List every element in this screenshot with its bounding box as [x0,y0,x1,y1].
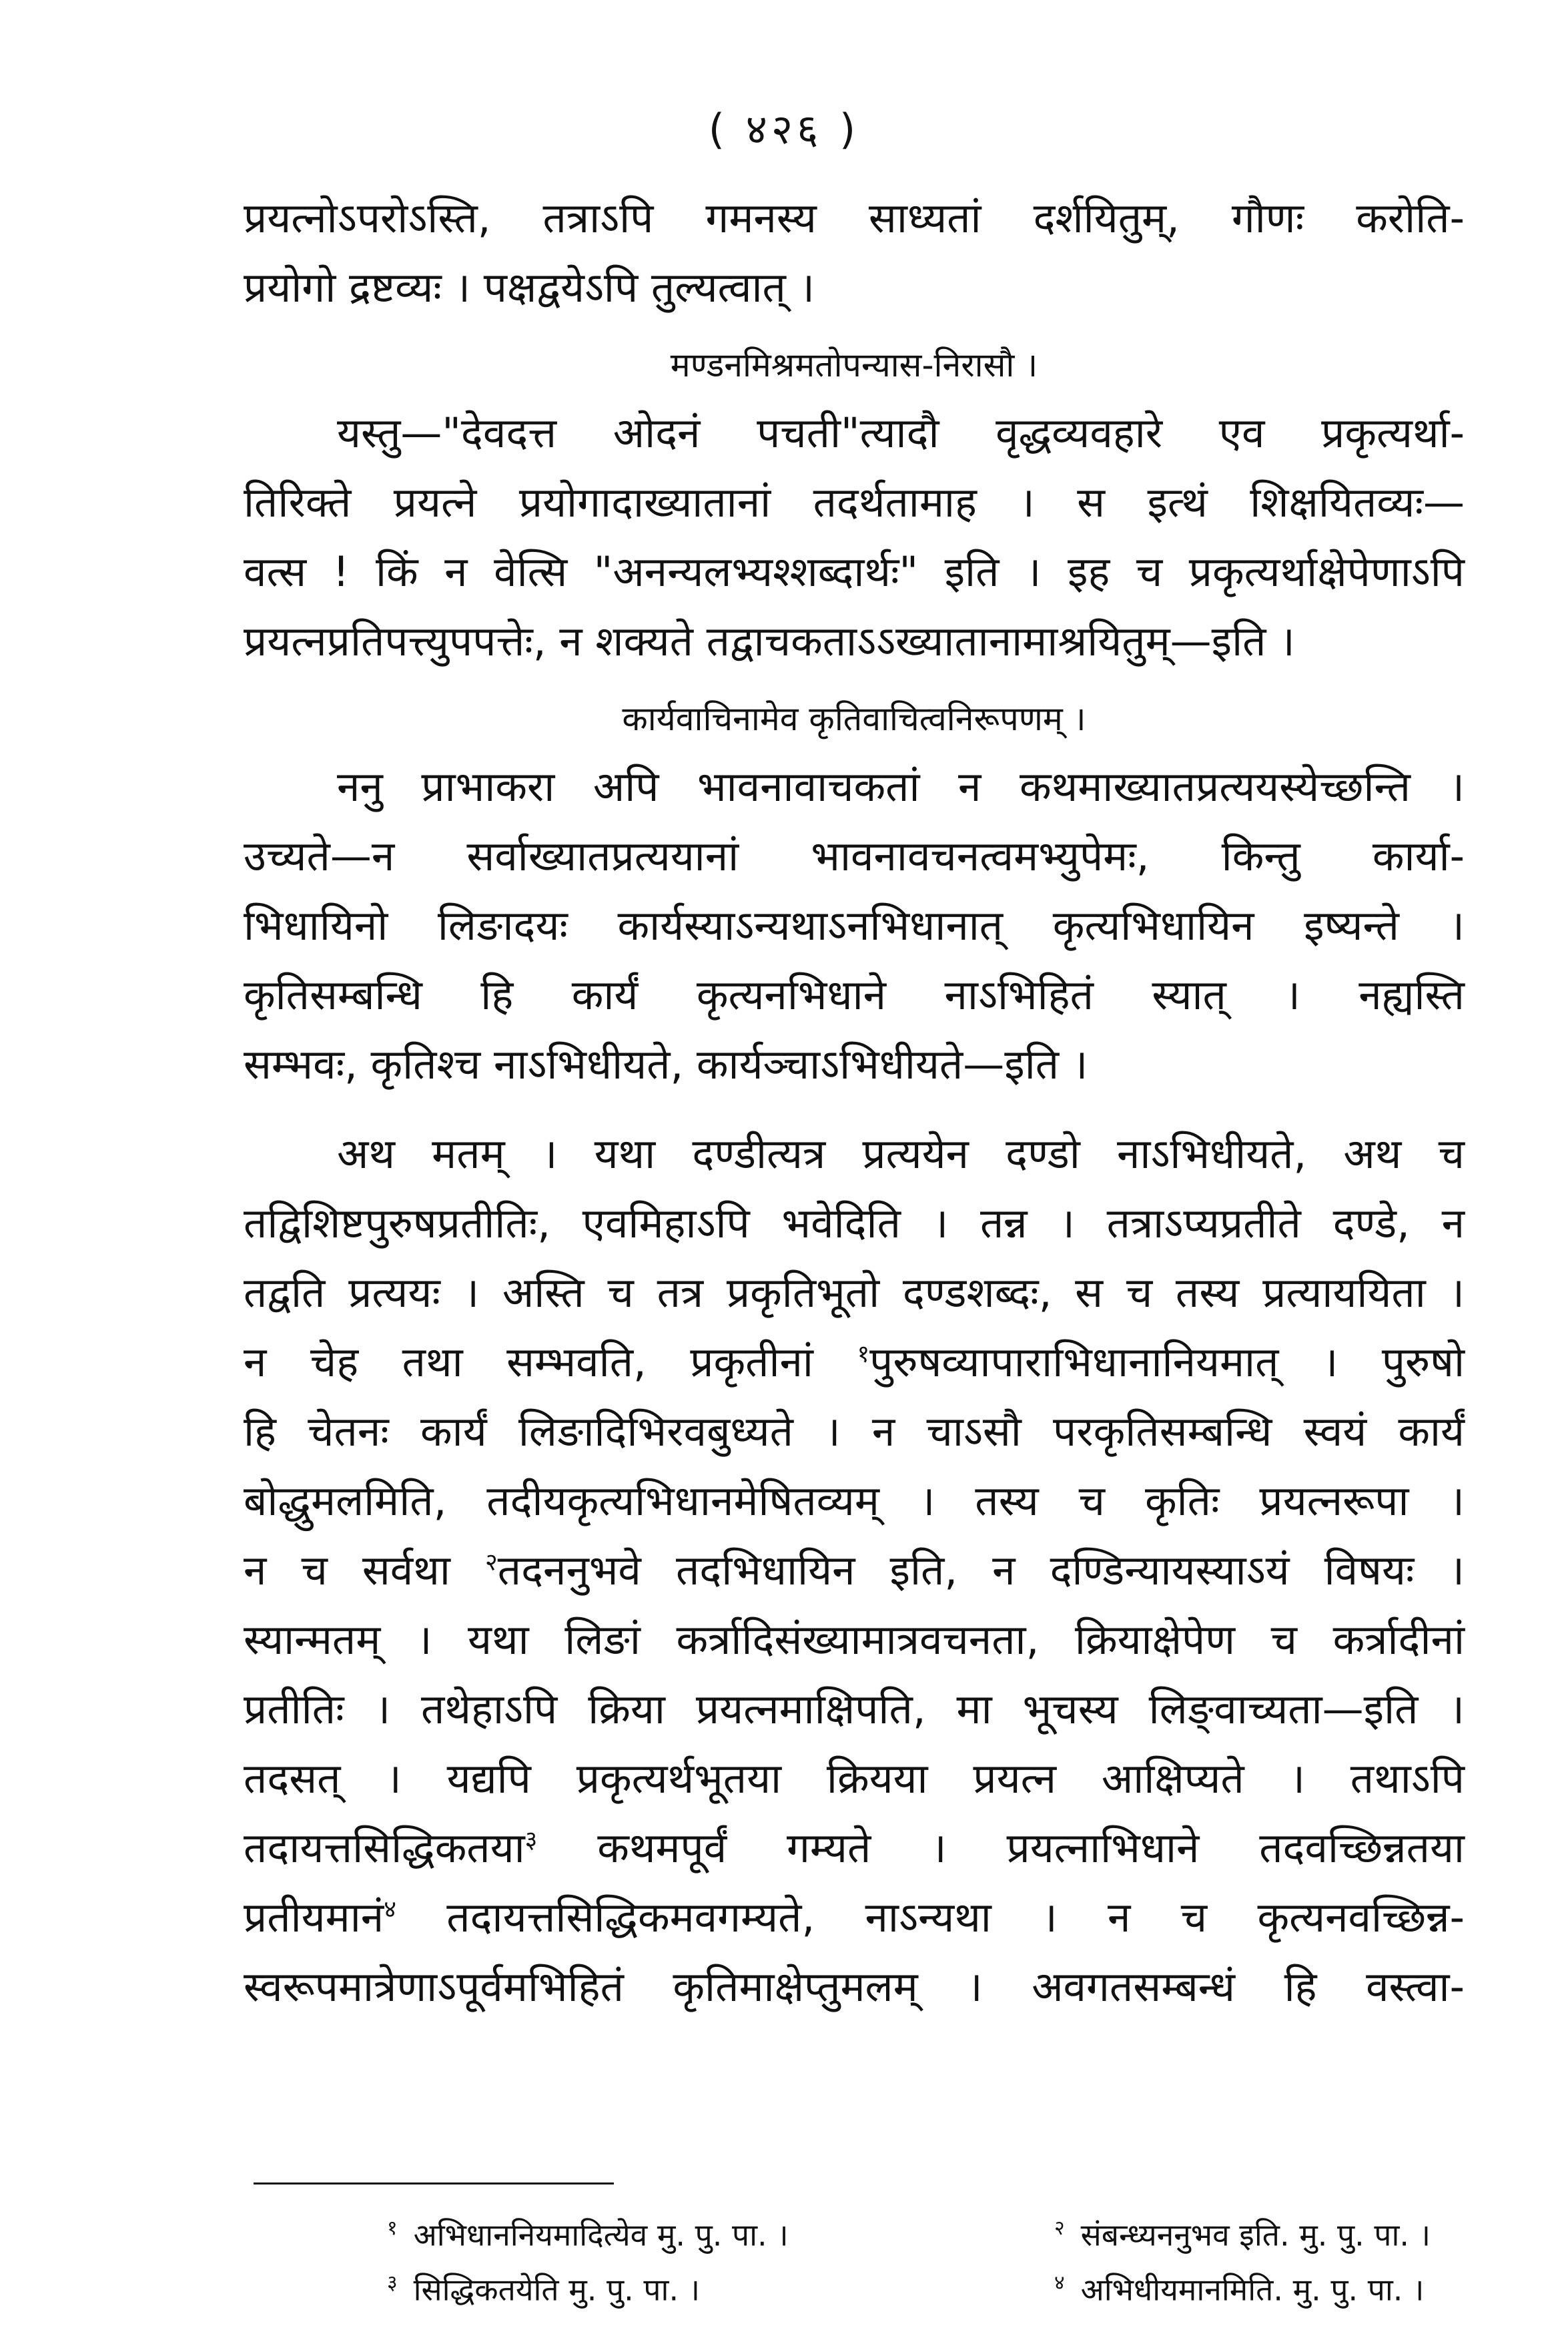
text-line [244,1813,1465,1883]
text-line [244,1536,1465,1605]
footnote-text: संबन्ध्यननुभव इति. मु. पु. पा. । [1080,2217,1431,2253]
footnote-marker: २ [485,1548,498,1576]
text-span: प्रतीयमानं [244,1893,384,1942]
text-line: तिरिक्ते प्रयत्ने प्रयोगादाख्यातानां तदर्थतामाह । स इत्थं शिक्षयितव्यः— [244,478,1465,527]
footnote-marker: १ [857,1340,870,1368]
footnote-text: अभिधाननियमादित्येव मु. पु. पा. । [413,2217,789,2253]
body-text [244,184,1465,2022]
footnote-number: २ [1054,2217,1065,2240]
footnote [254,2201,854,2256]
text-line: प्रयोगो द्रष्टव्यः । पक्षद्वयेऽपि तुल्यत्वात् । [244,263,815,312]
footnote [854,2256,1455,2311]
footnote-number: ३ [387,2271,398,2295]
text-line: बोद्धुमलमिति, तदीयकृत्यभिधानमेषितव्यम् । तस्य च कृतिः प्रयत्नरूपा । [244,1476,1465,1525]
text-line: तद्विशिष्टपुरुषप्रतीतिः, एवमिहाऽपि भवेदिति । तन्न । तत्राऽप्यप्रतीते दण्डे, न [244,1199,1465,1247]
text-span: न चेह तथा सम्भवति, प्रकृतीनां [244,1338,857,1386]
text-line [244,1328,1465,1397]
footnote-text: अभिधीयमानमिति. मु. पु. पा. । [1080,2271,1425,2308]
text-line: प्रयत्नोऽपरोऽस्ति, तत्राऽपि गमनस्य साध्यतां दर्शयितुम्, गौणः करोति- [244,194,1465,242]
footnotes [254,2201,1455,2311]
text-line: स्वरूपमात्रेणाऽपूर्वमभिहितं कृतिमाक्षेप्तुमलम् । अवगतसम्बन्धं हि वस्त्वा- [244,1962,1465,2011]
footnote [254,2256,854,2311]
text-line: प्रतीतिः । तथेहाऽपि क्रिया प्रयत्नमाक्षिपति, मा भूचस्य लिङ्वाच्यता—इति । [244,1685,1465,1733]
paragraph [244,398,1465,676]
page-number: ( ४२६ ) [708,105,860,154]
footnote-marker: ४ [384,1895,396,1924]
footnote-text: सिद्धिकतयेति मु. पु. पा. । [413,2271,701,2308]
text-span: न च सर्वथा [244,1546,486,1594]
text-line: उच्यते—न सर्वाख्यातप्रत्ययानां भावनावचनत्वमभ्युपेमः, किन्तु कार्या- [244,832,1465,880]
text-line: कृतिसम्बन्धि हि कार्यं कृत्यनभिधाने नाऽभिहितं स्यात् । नह्यस्ति [244,970,1465,1019]
text-span: कथमपूर्वं गम्यते । प्रयत्नाभिधाने तदवच्छिन्नतया [537,1823,1465,1872]
text-span: तदायत्तसिद्धिकतया [244,1823,525,1872]
text-line: यस्तु—"देवदत्त ओदनं पचती"त्यादौ वृद्धव्यवहारे एव प्रकृत्यर्था- [337,408,1465,457]
text-line: सम्भवः, कृतिश्च नाऽभिधीयते, कार्यञ्चाऽभिधीयते—इति । [244,1040,1088,1089]
text-line: हि चेतनः कार्यं लिङादिभिरवबुध्यते । न चाऽसौ परकृतिसम्बन्धि स्वयं कार्यं [244,1407,1465,1456]
text-line: तद्वति प्रत्ययः । अस्ति च तत्र प्रकृतिभूतो दण्डशब्दः, स च तस्य प्रत्याययिता । [244,1268,1465,1317]
text-line: ननु प्राभाकरा अपि भावनावाचकतां न कथमाख्यातप्रत्ययस्येच्छन्ति । [337,762,1465,811]
footnote [854,2201,1455,2256]
text-line: तदसत् । यद्यपि प्रकृत्यर्थभूतया क्रियया प्रयत्न आक्षिप्यते । तथाऽपि [244,1754,1465,1803]
text-line: प्रयत्नप्रतिपत्त्युपपत्तेः, न शक्यते तद्वाचकताऽऽख्यातानामाश्रयितुम्—इति । [244,617,1295,665]
footnote-row [254,2201,1455,2256]
text-line: वत्स ! किं न वेत्सि "अनन्यलभ्यश्शब्दार्थः" इति । इह च प्रकृत्यर्थाक्षेपेणाऽपि [244,547,1465,596]
paragraph [244,1119,1465,2022]
footnote-rule [254,2182,614,2184]
text-line: अथ मतम् । यथा दण्डीत्यत्र प्रत्ययेन दण्डो नाऽभिधीयते, अथ च [337,1129,1465,1178]
text-line [244,1883,1465,1952]
text-span: तदायत्तसिद्धिकमवगम्यते, नाऽन्यथा । न च कृत्यनवच्छिन्न- [396,1893,1465,1942]
footnote-number: ४ [1054,2271,1065,2295]
footnote-row [254,2256,1455,2311]
text-line: भिधायिनो लिङादयः कार्यस्याऽन्यथाऽनभिधानात् कृत्यभिधायिन इष्यन्ते । [244,901,1465,950]
text-span: तदननुभवे तदभिधायिन इति, न दण्डिन्यायस्याऽयं विषयः । [497,1546,1465,1594]
footnote-number: १ [387,2217,398,2240]
section-heading: कार्यवाचिनामेव कृतिवाचित्वनिरूपणम् । [622,699,1086,738]
text-span: पुरुषव्यापाराभिधानानियमात् । पुरुषो [869,1338,1465,1386]
section-heading: मण्डनमिश्रमतोपन्यास-निरासौ । [670,346,1038,384]
footnote-marker: ३ [524,1826,538,1854]
paragraph [244,184,1465,322]
paragraph [244,752,1465,1099]
text-line: स्यान्मतम् । यथा लिङां कर्त्रादिसंख्यामात्रवचनता, क्रियाक्षेपेण च कर्त्रादीनां [244,1615,1465,1664]
